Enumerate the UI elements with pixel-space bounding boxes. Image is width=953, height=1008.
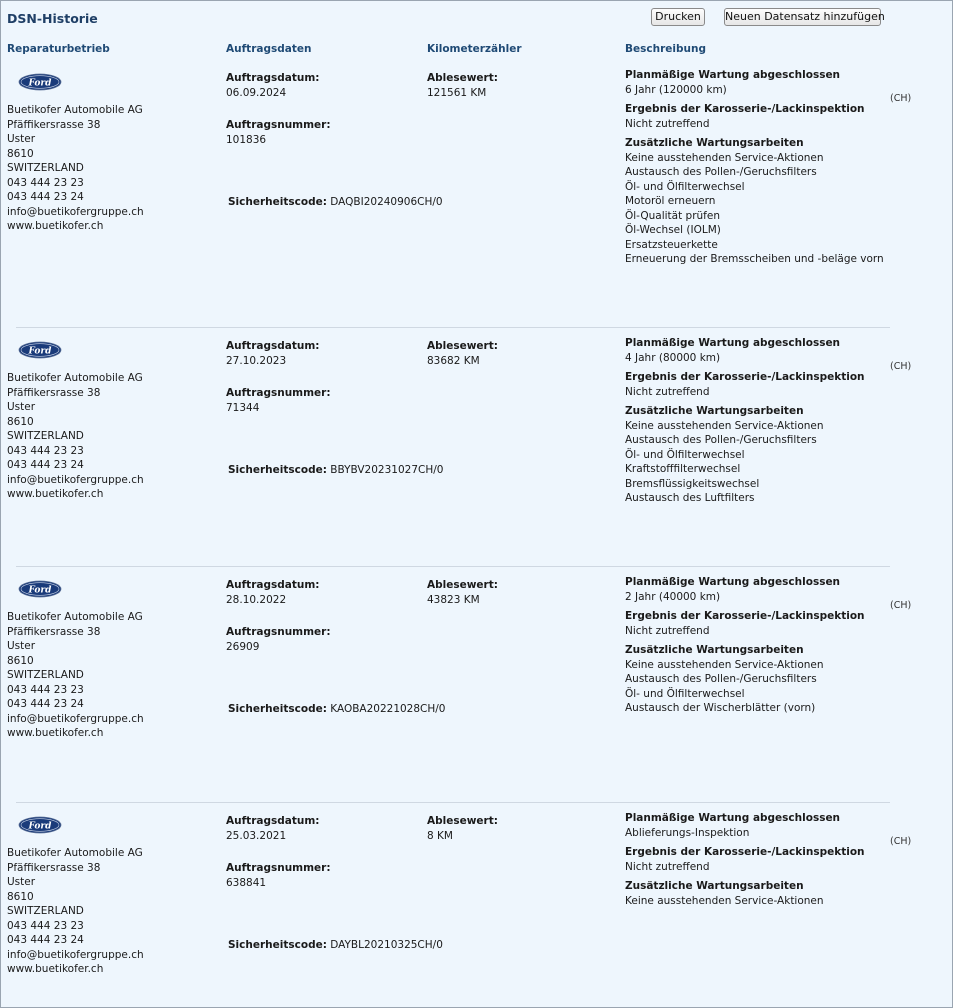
extra-work-item: Kraftstofffilterwechsel: [625, 463, 741, 475]
security-code-value: DAYBL20210325CH/0: [330, 939, 443, 951]
column-header-odometer: Kilometerzähler: [427, 43, 522, 55]
shop-address-line: Buetikofer Automobile AG: [7, 372, 143, 384]
security-code: [228, 464, 443, 476]
extra-work-item: Bremsflüssigkeitswechsel: [625, 477, 760, 490]
security-code-value: KAOBA20221028CH/0: [330, 703, 446, 715]
column-header-description: Beschreibung: [625, 43, 706, 55]
shop-address-line: info@buetikofergruppe.ch: [7, 473, 144, 486]
reading-label: Ablesewert:: [427, 72, 498, 84]
column-header-order: Auftragsdaten: [226, 43, 312, 55]
logo-text: Ford: [28, 78, 52, 89]
inspection-title: Ergebnis der Karosserie-/Lackinspektion: [625, 610, 865, 622]
order-date-value: 28.10.2022: [226, 593, 287, 606]
logo-text: Ford: [28, 821, 52, 832]
reading-value: 8 KM: [427, 829, 453, 842]
record-separator: [16, 566, 890, 567]
maintenance-value: 4 Jahr (80000 km): [625, 351, 721, 364]
order-number-label: Auftragsnummer:: [226, 387, 331, 399]
maintenance-title: Planmäßige Wartung abgeschlossen: [625, 69, 841, 81]
maintenance-title: Planmäßige Wartung abgeschlossen: [625, 576, 841, 588]
extra-work-title: Zusätzliche Wartungsarbeiten: [625, 137, 804, 149]
order-number-value: 26909: [226, 640, 260, 653]
security-code-label: Sicherheitscode:: [228, 464, 327, 476]
shop-address-line: 043 444 23 23: [7, 176, 84, 189]
security-code: [228, 939, 443, 951]
odometer-block: [427, 578, 498, 607]
inspection-title: Ergebnis der Karosserie-/Lackinspektion: [625, 846, 865, 858]
security-code-value: DAQBI20240906CH/0: [330, 196, 443, 208]
extra-work-item: Austausch des Luftfilters: [625, 492, 755, 504]
shop-address-line: info@buetikofergruppe.ch: [7, 712, 144, 725]
reading-value: 43823 KM: [427, 593, 480, 606]
order-date-value: 06.09.2024: [226, 86, 287, 99]
extra-work-item: Keine ausstehenden Service-Aktionen: [625, 419, 824, 432]
shop-address-line: www.buetikofer.ch: [7, 727, 104, 739]
order-number-value: 71344: [226, 401, 260, 414]
odometer-block: [427, 814, 498, 843]
shop-address-line: 043 444 23 24: [7, 698, 84, 710]
security-code: [228, 196, 443, 208]
shop-address: [7, 371, 144, 502]
ford-logo-icon: [18, 73, 62, 91]
logo-text: Ford: [28, 585, 52, 596]
inspection-value: Nicht zutreffend: [625, 624, 710, 637]
extra-work-title: Zusätzliche Wartungsarbeiten: [625, 880, 804, 892]
region-code: (CH): [890, 361, 912, 372]
order-number-label: Auftragsnummer:: [226, 119, 331, 131]
shop-address-line: Pfäffikersrasse 38: [7, 625, 101, 638]
extra-work-item: Keine ausstehenden Service-Aktionen: [625, 151, 824, 164]
order-number-block: [226, 386, 331, 415]
shop-address-line: Buetikofer Automobile AG: [7, 847, 143, 859]
record-separator: [16, 802, 890, 803]
extra-work-item: Öl- und Ölfilterwechsel: [625, 448, 745, 461]
extra-work-item: Austausch des Pollen-/Geruchsfilters: [625, 434, 817, 446]
odometer-block: [427, 339, 498, 368]
inspection-value: Nicht zutreffend: [625, 860, 710, 873]
description-block: [625, 575, 865, 721]
shop-address-line: SWITZERLAND: [7, 669, 84, 681]
extra-work-item: Öl-Qualität prüfen: [625, 209, 720, 222]
shop-address-line: Uster: [7, 401, 36, 413]
extra-work-title: Zusätzliche Wartungsarbeiten: [625, 644, 804, 656]
shop-address-line: www.buetikofer.ch: [7, 963, 104, 975]
shop-address-line: Uster: [7, 133, 36, 145]
security-code: [228, 703, 446, 715]
order-number-label: Auftragsnummer:: [226, 626, 331, 638]
maintenance-title: Planmäßige Wartung abgeschlossen: [625, 337, 841, 349]
shop-address-line: 043 444 23 24: [7, 934, 84, 946]
ford-logo-icon: [18, 341, 62, 359]
column-header-shop: Reparaturbetrieb: [7, 43, 110, 55]
reading-value: 83682 KM: [427, 354, 480, 367]
reading-label: Ablesewert:: [427, 579, 498, 591]
shop-address: [7, 610, 144, 741]
extra-work-list: [625, 151, 884, 267]
extra-work-item: Austausch des Pollen-/Geruchsfilters: [625, 166, 817, 178]
order-date-block: [226, 339, 319, 368]
shop-address-line: Pfäffikersrasse 38: [7, 386, 101, 399]
maintenance-title: Planmäßige Wartung abgeschlossen: [625, 812, 841, 824]
extra-work-list: [625, 658, 865, 716]
logo-text: Ford: [28, 346, 52, 357]
shop-address-line: 8610: [7, 654, 34, 667]
reading-label: Ablesewert:: [427, 340, 498, 352]
shop-address-line: SWITZERLAND: [7, 905, 84, 917]
order-number-value: 101836: [226, 133, 267, 146]
extra-work-item: Keine ausstehenden Service-Aktionen: [625, 894, 824, 907]
region-code: (CH): [890, 600, 912, 611]
extra-work-item: Erneuerung der Bremsscheiben und -beläge vorn: [625, 253, 884, 265]
shop-address-line: Uster: [7, 640, 36, 652]
extra-work-item: Öl- und Ölfilterwechsel: [625, 687, 745, 700]
shop-address-line: Pfäffikersrasse 38: [7, 118, 101, 131]
extra-work-title: Zusätzliche Wartungsarbeiten: [625, 405, 804, 417]
extra-work-item: Keine ausstehenden Service-Aktionen: [625, 658, 824, 671]
inspection-value: Nicht zutreffend: [625, 117, 710, 130]
maintenance-value: 6 Jahr (120000 km): [625, 83, 727, 96]
shop-address-line: www.buetikofer.ch: [7, 488, 104, 500]
order-number-label: Auftragsnummer:: [226, 862, 331, 874]
security-code-label: Sicherheitscode:: [228, 196, 327, 208]
shop-address: [7, 103, 144, 234]
inspection-value: Nicht zutreffend: [625, 385, 710, 398]
shop-address-line: Uster: [7, 876, 36, 888]
ford-logo-icon: [18, 580, 62, 598]
region-code: (CH): [890, 836, 912, 847]
shop-address-line: 043 444 23 23: [7, 919, 84, 932]
add-record-button[interactable]: Neuen Datensatz hinzufügen: [724, 8, 881, 26]
shop-address-line: 043 444 23 23: [7, 683, 84, 696]
shop-address-line: info@buetikofergruppe.ch: [7, 948, 144, 961]
order-date-block: [226, 814, 319, 843]
print-button[interactable]: Drucken: [651, 8, 705, 26]
order-number-block: [226, 118, 331, 147]
description-block: [625, 336, 865, 511]
shop-address-line: 8610: [7, 415, 34, 428]
extra-work-list: [625, 894, 865, 909]
description-block: [625, 68, 884, 272]
security-code-label: Sicherheitscode:: [228, 939, 327, 951]
ford-logo-icon: [18, 816, 62, 834]
inspection-title: Ergebnis der Karosserie-/Lackinspektion: [625, 371, 865, 383]
order-date-label: Auftragsdatum:: [226, 579, 320, 591]
extra-work-item: Austausch des Pollen-/Geruchsfilters: [625, 673, 817, 685]
order-date-label: Auftragsdatum:: [226, 340, 320, 352]
shop-address-line: Pfäffikersrasse 38: [7, 861, 101, 874]
page-title: DSN-Historie: [7, 11, 98, 26]
region-code: (CH): [890, 93, 912, 104]
order-date-value: 27.10.2023: [226, 354, 287, 367]
shop-address-line: SWITZERLAND: [7, 430, 84, 442]
order-date-block: [226, 71, 319, 100]
order-number-block: [226, 625, 331, 654]
description-block: [625, 811, 865, 913]
extra-work-list: [625, 419, 865, 506]
order-date-block: [226, 578, 319, 607]
odometer-block: [427, 71, 498, 100]
order-date-label: Auftragsdatum:: [226, 72, 320, 84]
extra-work-item: Öl- und Ölfilterwechsel: [625, 180, 745, 193]
shop-address-line: Buetikofer Automobile AG: [7, 611, 143, 623]
shop-address: [7, 846, 144, 977]
order-date-label: Auftragsdatum:: [226, 815, 320, 827]
inspection-title: Ergebnis der Karosserie-/Lackinspektion: [625, 103, 865, 115]
reading-label: Ablesewert:: [427, 815, 498, 827]
shop-address-line: 043 444 23 24: [7, 459, 84, 471]
extra-work-item: Motoröl erneuern: [625, 195, 716, 207]
shop-address-line: info@buetikofergruppe.ch: [7, 205, 144, 218]
shop-address-line: 8610: [7, 147, 34, 160]
maintenance-value: Ablieferungs-Inspektion: [625, 826, 750, 839]
record-separator: [16, 327, 890, 328]
security-code-value: BBYBV20231027CH/0: [330, 464, 444, 476]
shop-address-line: SWITZERLAND: [7, 162, 84, 174]
shop-address-line: 043 444 23 23: [7, 444, 84, 457]
order-number-block: [226, 861, 331, 890]
shop-address-line: www.buetikofer.ch: [7, 220, 104, 232]
extra-work-item: Ersatzsteuerkette: [625, 238, 718, 251]
shop-address-line: 043 444 23 24: [7, 191, 84, 203]
shop-address-line: 8610: [7, 890, 34, 903]
maintenance-value: 2 Jahr (40000 km): [625, 590, 721, 603]
extra-work-item: Öl-Wechsel (IOLM): [625, 224, 721, 236]
order-date-value: 25.03.2021: [226, 829, 287, 842]
order-number-value: 638841: [226, 876, 267, 889]
shop-address-line: Buetikofer Automobile AG: [7, 104, 143, 116]
security-code-label: Sicherheitscode:: [228, 703, 327, 715]
extra-work-item: Austausch der Wischerblätter (vorn): [625, 702, 816, 714]
reading-value: 121561 KM: [427, 86, 487, 99]
